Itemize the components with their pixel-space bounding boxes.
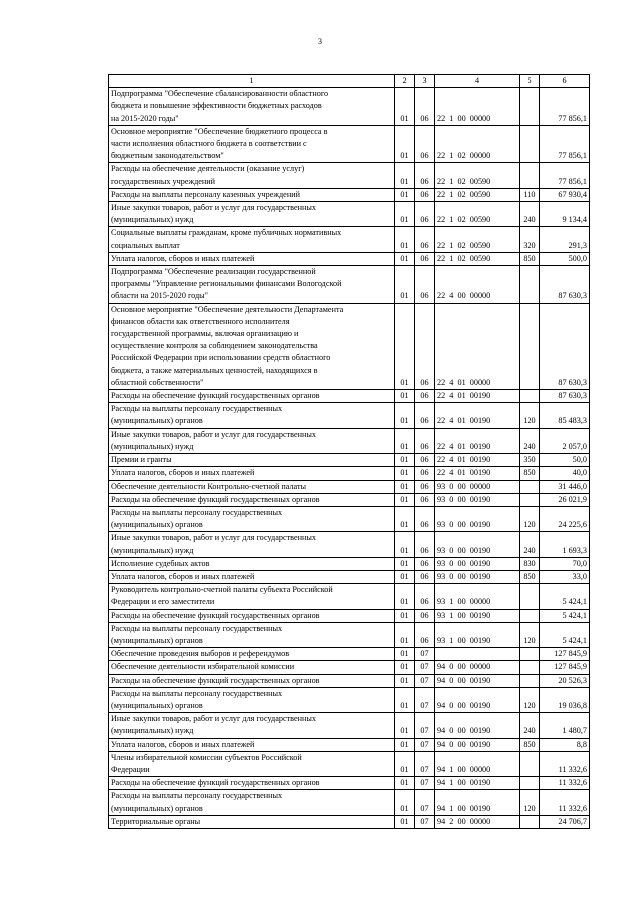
row-section-cell: 01 bbox=[395, 815, 415, 828]
row-sum-cell: 11 332,6 bbox=[540, 777, 590, 790]
row-section-cell: 01 bbox=[395, 202, 415, 227]
row-section-cell: 01 bbox=[395, 227, 415, 252]
row-name-cell: Расходы на выплаты персоналу государственных (муниципальных) органов bbox=[109, 790, 395, 815]
row-target-article-cell: 93 0 00 00190 bbox=[435, 506, 520, 531]
row-name-cell: Расходы на обеспечение функций государственных органов bbox=[109, 390, 395, 403]
row-sum-cell: 500,0 bbox=[540, 252, 590, 265]
table-row bbox=[109, 777, 590, 790]
table-row bbox=[109, 738, 590, 751]
row-target-article-cell: 22 4 01 00190 bbox=[435, 454, 520, 467]
row-expense-type-cell bbox=[520, 125, 540, 163]
row-name-cell: Обеспечение деятельности избирательной комиссии bbox=[109, 661, 395, 674]
column-header-sum: 6 bbox=[540, 75, 590, 88]
table-header-row bbox=[109, 75, 590, 88]
row-subsection-cell: 06 bbox=[415, 227, 435, 252]
row-section-cell: 01 bbox=[395, 790, 415, 815]
row-subsection-cell: 06 bbox=[415, 125, 435, 163]
row-section-cell: 01 bbox=[395, 506, 415, 531]
row-sum-cell: 70,0 bbox=[540, 557, 590, 570]
table-row bbox=[109, 227, 590, 252]
row-section-cell: 01 bbox=[395, 570, 415, 583]
row-sum-cell: 127 845,9 bbox=[540, 661, 590, 674]
row-subsection-cell: 07 bbox=[415, 648, 435, 661]
row-name-cell: Обеспечение деятельности Контрольно-счетной палаты bbox=[109, 480, 395, 493]
row-expense-type-cell: 850 bbox=[520, 738, 540, 751]
row-sum-cell: 1 693,3 bbox=[540, 532, 590, 557]
row-name-cell: Руководитель контрольно-счетной палаты субъекта Российской Федерации и его заместители bbox=[109, 584, 395, 609]
row-subsection-cell: 07 bbox=[415, 777, 435, 790]
row-sum-cell: 8,8 bbox=[540, 738, 590, 751]
row-expense-type-cell: 240 bbox=[520, 428, 540, 453]
table-row bbox=[109, 493, 590, 506]
row-target-article-cell: 22 4 01 00190 bbox=[435, 428, 520, 453]
row-name-cell: Расходы на выплаты персоналу казенных учреждений bbox=[109, 188, 395, 201]
row-expense-type-cell bbox=[520, 480, 540, 493]
table-row bbox=[109, 557, 590, 570]
row-section-cell: 01 bbox=[395, 557, 415, 570]
table-row bbox=[109, 403, 590, 428]
row-expense-type-cell bbox=[520, 751, 540, 776]
row-target-article-cell: 22 4 00 00000 bbox=[435, 266, 520, 304]
table-row bbox=[109, 163, 590, 188]
row-name-cell: Исполнение судебных актов bbox=[109, 557, 395, 570]
row-expense-type-cell bbox=[520, 303, 540, 389]
table-row bbox=[109, 467, 590, 480]
row-section-cell: 01 bbox=[395, 303, 415, 389]
row-target-article-cell: 93 1 00 00190 bbox=[435, 622, 520, 647]
row-section-cell: 01 bbox=[395, 674, 415, 687]
row-section-cell: 01 bbox=[395, 252, 415, 265]
row-subsection-cell: 06 bbox=[415, 584, 435, 609]
row-expense-type-cell: 120 bbox=[520, 403, 540, 428]
row-subsection-cell: 06 bbox=[415, 390, 435, 403]
table-row bbox=[109, 428, 590, 453]
row-subsection-cell: 06 bbox=[415, 609, 435, 622]
row-subsection-cell: 06 bbox=[415, 188, 435, 201]
row-expense-type-cell: 120 bbox=[520, 687, 540, 712]
row-section-cell: 01 bbox=[395, 428, 415, 453]
table-row bbox=[109, 454, 590, 467]
row-target-article-cell: 22 1 02 00590 bbox=[435, 188, 520, 201]
row-expense-type-cell: 830 bbox=[520, 557, 540, 570]
row-target-article-cell: 94 1 00 00190 bbox=[435, 790, 520, 815]
table-row bbox=[109, 125, 590, 163]
row-target-article-cell: 22 4 01 00190 bbox=[435, 403, 520, 428]
row-sum-cell: 87 630,3 bbox=[540, 266, 590, 304]
row-section-cell: 01 bbox=[395, 532, 415, 557]
table-row bbox=[109, 674, 590, 687]
row-subsection-cell: 06 bbox=[415, 467, 435, 480]
row-subsection-cell: 07 bbox=[415, 738, 435, 751]
row-sum-cell: 67 930,4 bbox=[540, 188, 590, 201]
row-name-cell: Расходы на выплаты персоналу государственных (муниципальных) органов bbox=[109, 622, 395, 647]
row-expense-type-cell bbox=[520, 88, 540, 126]
row-sum-cell: 85 483,3 bbox=[540, 403, 590, 428]
row-expense-type-cell: 120 bbox=[520, 622, 540, 647]
row-name-cell: Расходы на обеспечение деятельности (оказание услуг) государственных учреждений bbox=[109, 163, 395, 188]
row-section-cell: 01 bbox=[395, 454, 415, 467]
row-sum-cell: 77 856,1 bbox=[540, 125, 590, 163]
row-sum-cell: 291,3 bbox=[540, 227, 590, 252]
row-target-article-cell: 94 0 00 00000 bbox=[435, 661, 520, 674]
row-sum-cell: 77 856,1 bbox=[540, 88, 590, 126]
row-subsection-cell: 06 bbox=[415, 252, 435, 265]
row-target-article-cell bbox=[435, 648, 520, 661]
row-name-cell: Основное мероприятие "Обеспечение деятельности Департамента финансов области как ответственного исполнителя государственной программы, включая организацию и осуществление контроля за соблюдением законодательства Российской Федерации при использовании средств областного бюджета, а также материальных ценностей, находящихся в областной собственности" bbox=[109, 303, 395, 389]
row-expense-type-cell bbox=[520, 674, 540, 687]
row-subsection-cell: 07 bbox=[415, 790, 435, 815]
row-name-cell: Расходы на обеспечение функций государственных органов bbox=[109, 609, 395, 622]
row-subsection-cell: 06 bbox=[415, 506, 435, 531]
row-target-article-cell: 93 0 00 00190 bbox=[435, 557, 520, 570]
row-subsection-cell: 06 bbox=[415, 454, 435, 467]
table-row bbox=[109, 751, 590, 776]
row-sum-cell: 1 480,7 bbox=[540, 713, 590, 738]
row-sum-cell: 20 526,3 bbox=[540, 674, 590, 687]
budget-table bbox=[108, 74, 590, 829]
table-row bbox=[109, 506, 590, 531]
row-section-cell: 01 bbox=[395, 125, 415, 163]
row-section-cell: 01 bbox=[395, 493, 415, 506]
row-expense-type-cell bbox=[520, 777, 540, 790]
row-target-article-cell: 22 4 01 00190 bbox=[435, 390, 520, 403]
column-header-subsection: 3 bbox=[415, 75, 435, 88]
row-sum-cell: 33,0 bbox=[540, 570, 590, 583]
row-sum-cell: 24 225,6 bbox=[540, 506, 590, 531]
row-name-cell: Члены избирательной комиссии субъектов Российской Федерации bbox=[109, 751, 395, 776]
table-row bbox=[109, 661, 590, 674]
row-name-cell: Иные закупки товаров, работ и услуг для государственных (муниципальных) нужд bbox=[109, 428, 395, 453]
row-sum-cell: 5 424,1 bbox=[540, 584, 590, 609]
row-target-article-cell: 22 1 02 00590 bbox=[435, 227, 520, 252]
row-subsection-cell: 06 bbox=[415, 303, 435, 389]
row-sum-cell: 11 332,6 bbox=[540, 751, 590, 776]
row-expense-type-cell bbox=[520, 609, 540, 622]
row-sum-cell: 40,0 bbox=[540, 467, 590, 480]
row-target-article-cell: 93 1 00 00190 bbox=[435, 609, 520, 622]
row-target-article-cell: 22 1 02 00590 bbox=[435, 163, 520, 188]
column-header-expense-type: 5 bbox=[520, 75, 540, 88]
row-expense-type-cell bbox=[520, 266, 540, 304]
row-name-cell: Уплата налогов, сборов и иных платежей bbox=[109, 738, 395, 751]
row-section-cell: 01 bbox=[395, 188, 415, 201]
row-subsection-cell: 06 bbox=[415, 266, 435, 304]
row-target-article-cell: 93 0 00 00190 bbox=[435, 493, 520, 506]
row-expense-type-cell bbox=[520, 163, 540, 188]
table-body bbox=[109, 75, 590, 829]
row-sum-cell: 9 134,4 bbox=[540, 202, 590, 227]
row-expense-type-cell bbox=[520, 648, 540, 661]
row-section-cell: 01 bbox=[395, 390, 415, 403]
row-sum-cell: 77 856,1 bbox=[540, 163, 590, 188]
row-name-cell: Территориальные органы bbox=[109, 815, 395, 828]
row-name-cell: Иные закупки товаров, работ и услуг для государственных (муниципальных) нужд bbox=[109, 713, 395, 738]
row-expense-type-cell bbox=[520, 815, 540, 828]
row-sum-cell: 87 630,3 bbox=[540, 390, 590, 403]
row-expense-type-cell: 850 bbox=[520, 570, 540, 583]
row-section-cell: 01 bbox=[395, 163, 415, 188]
row-sum-cell: 26 021,9 bbox=[540, 493, 590, 506]
row-expense-type-cell bbox=[520, 493, 540, 506]
row-subsection-cell: 06 bbox=[415, 570, 435, 583]
table-row bbox=[109, 570, 590, 583]
row-sum-cell: 31 446,0 bbox=[540, 480, 590, 493]
row-target-article-cell: 22 4 01 00000 bbox=[435, 303, 520, 389]
row-section-cell: 01 bbox=[395, 648, 415, 661]
row-target-article-cell: 94 1 00 00190 bbox=[435, 777, 520, 790]
column-header-name: 1 bbox=[109, 75, 395, 88]
row-section-cell: 01 bbox=[395, 467, 415, 480]
row-expense-type-cell bbox=[520, 390, 540, 403]
row-target-article-cell: 22 1 00 00000 bbox=[435, 88, 520, 126]
row-name-cell: Расходы на выплаты персоналу государственных (муниципальных) органов bbox=[109, 403, 395, 428]
table-row bbox=[109, 584, 590, 609]
row-sum-cell: 24 706,7 bbox=[540, 815, 590, 828]
row-expense-type-cell: 240 bbox=[520, 532, 540, 557]
row-subsection-cell: 07 bbox=[415, 713, 435, 738]
row-section-cell: 01 bbox=[395, 687, 415, 712]
table-row bbox=[109, 202, 590, 227]
row-name-cell: Расходы на обеспечение функций государственных органов bbox=[109, 493, 395, 506]
row-name-cell: Подпрограмма "Обеспечение реализации государственной программы "Управление региональными финансами Вологодской области на 2015-2020 годы" bbox=[109, 266, 395, 304]
row-name-cell: Уплата налогов, сборов и иных платежей bbox=[109, 570, 395, 583]
row-target-article-cell: 93 0 00 00190 bbox=[435, 532, 520, 557]
table-row bbox=[109, 609, 590, 622]
row-sum-cell: 2 057,0 bbox=[540, 428, 590, 453]
row-subsection-cell: 07 bbox=[415, 751, 435, 776]
row-target-article-cell: 93 0 00 00190 bbox=[435, 570, 520, 583]
row-expense-type-cell: 240 bbox=[520, 202, 540, 227]
row-target-article-cell: 94 0 00 00190 bbox=[435, 674, 520, 687]
row-name-cell: Уплата налогов, сборов и иных платежей bbox=[109, 252, 395, 265]
column-header-target-article: 4 bbox=[435, 75, 520, 88]
row-subsection-cell: 06 bbox=[415, 493, 435, 506]
row-name-cell: Иные закупки товаров, работ и услуг для государственных (муниципальных) нужд bbox=[109, 202, 395, 227]
row-expense-type-cell: 350 bbox=[520, 454, 540, 467]
table-row bbox=[109, 252, 590, 265]
row-subsection-cell: 06 bbox=[415, 163, 435, 188]
row-subsection-cell: 06 bbox=[415, 403, 435, 428]
row-expense-type-cell: 850 bbox=[520, 467, 540, 480]
row-target-article-cell: 94 0 00 00190 bbox=[435, 713, 520, 738]
row-subsection-cell: 07 bbox=[415, 661, 435, 674]
row-name-cell: Основное мероприятие "Обеспечение бюджетного процесса в части исполнения областного бюджета в соответствии с бюджетным законодательством" bbox=[109, 125, 395, 163]
row-expense-type-cell bbox=[520, 661, 540, 674]
row-section-cell: 01 bbox=[395, 751, 415, 776]
table-row bbox=[109, 532, 590, 557]
row-target-article-cell: 94 0 00 00190 bbox=[435, 687, 520, 712]
row-subsection-cell: 06 bbox=[415, 622, 435, 647]
row-expense-type-cell: 850 bbox=[520, 252, 540, 265]
row-sum-cell: 50,0 bbox=[540, 454, 590, 467]
table-row bbox=[109, 480, 590, 493]
row-section-cell: 01 bbox=[395, 777, 415, 790]
row-expense-type-cell: 240 bbox=[520, 713, 540, 738]
row-sum-cell: 87 630,3 bbox=[540, 303, 590, 389]
row-subsection-cell: 07 bbox=[415, 815, 435, 828]
row-subsection-cell: 06 bbox=[415, 428, 435, 453]
table-row bbox=[109, 266, 590, 304]
row-sum-cell: 5 424,1 bbox=[540, 609, 590, 622]
row-expense-type-cell: 120 bbox=[520, 790, 540, 815]
row-target-article-cell: 22 1 02 00000 bbox=[435, 125, 520, 163]
row-target-article-cell: 94 2 00 00000 bbox=[435, 815, 520, 828]
row-name-cell: Расходы на выплаты персоналу государственных (муниципальных) органов bbox=[109, 506, 395, 531]
table-row bbox=[109, 303, 590, 389]
row-subsection-cell: 06 bbox=[415, 532, 435, 557]
row-target-article-cell: 22 4 01 00190 bbox=[435, 467, 520, 480]
row-name-cell: Расходы на выплаты персоналу государственных (муниципальных) органов bbox=[109, 687, 395, 712]
row-target-article-cell: 22 1 02 00590 bbox=[435, 202, 520, 227]
row-target-article-cell: 93 0 00 00000 bbox=[435, 480, 520, 493]
row-section-cell: 01 bbox=[395, 713, 415, 738]
row-subsection-cell: 07 bbox=[415, 687, 435, 712]
row-subsection-cell: 06 bbox=[415, 480, 435, 493]
row-subsection-cell: 06 bbox=[415, 202, 435, 227]
row-expense-type-cell: 320 bbox=[520, 227, 540, 252]
table-row bbox=[109, 790, 590, 815]
row-name-cell: Подпрограмма "Обеспечение сбалансированности областного бюджета и повышение эффективности бюджетных расходов на 2015-2020 годы" bbox=[109, 88, 395, 126]
row-sum-cell: 127 845,9 bbox=[540, 648, 590, 661]
row-section-cell: 01 bbox=[395, 266, 415, 304]
row-target-article-cell: 94 1 00 00000 bbox=[435, 751, 520, 776]
table-row bbox=[109, 88, 590, 126]
row-name-cell: Расходы на обеспечение функций государственных органов bbox=[109, 674, 395, 687]
row-section-cell: 01 bbox=[395, 622, 415, 647]
row-section-cell: 01 bbox=[395, 403, 415, 428]
row-section-cell: 01 bbox=[395, 738, 415, 751]
row-name-cell: Премии и гранты bbox=[109, 454, 395, 467]
row-section-cell: 01 bbox=[395, 88, 415, 126]
table-row bbox=[109, 713, 590, 738]
row-subsection-cell: 06 bbox=[415, 557, 435, 570]
row-section-cell: 01 bbox=[395, 584, 415, 609]
table-row bbox=[109, 648, 590, 661]
row-target-article-cell: 94 0 00 00190 bbox=[435, 738, 520, 751]
table-row bbox=[109, 687, 590, 712]
table-row bbox=[109, 390, 590, 403]
table-row bbox=[109, 815, 590, 828]
row-name-cell: Уплата налогов, сборов и иных платежей bbox=[109, 467, 395, 480]
row-subsection-cell: 06 bbox=[415, 88, 435, 126]
row-name-cell: Обеспечение проведения выборов и референдумов bbox=[109, 648, 395, 661]
row-section-cell: 01 bbox=[395, 609, 415, 622]
row-expense-type-cell bbox=[520, 584, 540, 609]
row-subsection-cell: 07 bbox=[415, 674, 435, 687]
page-number: 3 bbox=[318, 37, 322, 46]
row-expense-type-cell: 110 bbox=[520, 188, 540, 201]
row-expense-type-cell: 120 bbox=[520, 506, 540, 531]
row-target-article-cell: 22 1 02 00590 bbox=[435, 252, 520, 265]
row-sum-cell: 11 332,6 bbox=[540, 790, 590, 815]
row-target-article-cell: 93 1 00 00000 bbox=[435, 584, 520, 609]
row-sum-cell: 19 036,8 bbox=[540, 687, 590, 712]
row-name-cell: Расходы на обеспечение функций государственных органов bbox=[109, 777, 395, 790]
row-name-cell: Социальные выплаты гражданам, кроме публичных нормативных социальных выплат bbox=[109, 227, 395, 252]
row-section-cell: 01 bbox=[395, 661, 415, 674]
row-sum-cell: 5 424,1 bbox=[540, 622, 590, 647]
row-section-cell: 01 bbox=[395, 480, 415, 493]
row-name-cell: Иные закупки товаров, работ и услуг для государственных (муниципальных) нужд bbox=[109, 532, 395, 557]
table-row bbox=[109, 622, 590, 647]
table-row bbox=[109, 188, 590, 201]
column-header-section: 2 bbox=[395, 75, 415, 88]
